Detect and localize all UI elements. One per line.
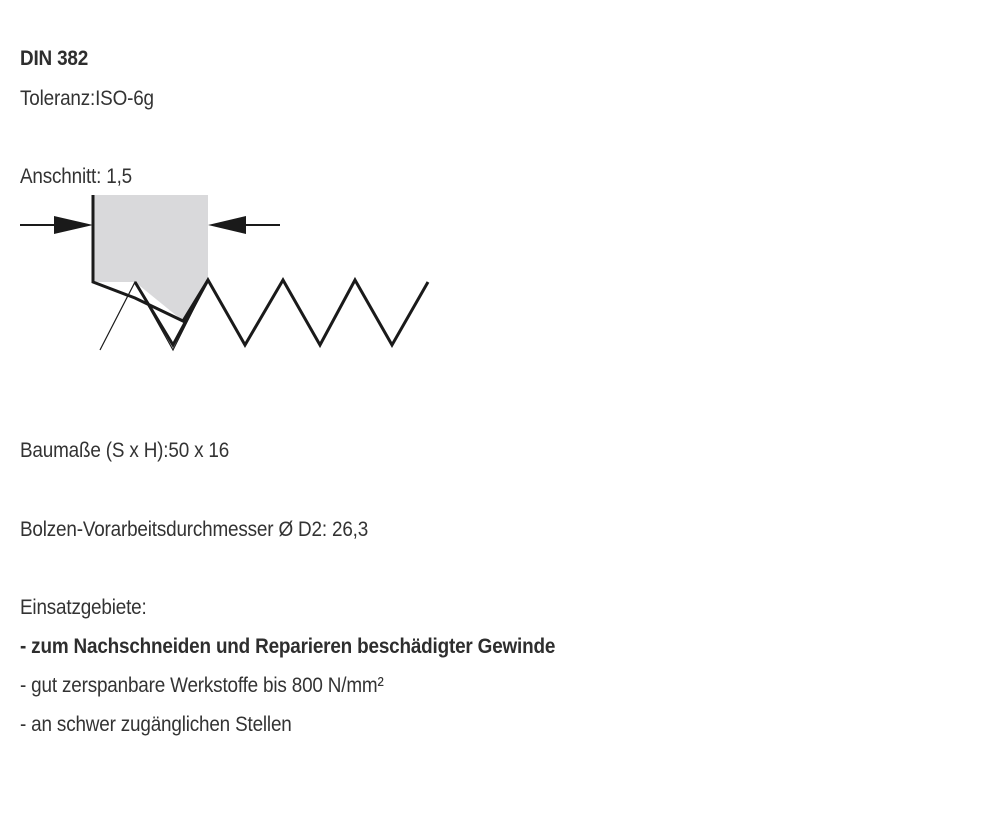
application-item: - gut zerspanbare Werkstoffe bis 800 N/mm²	[20, 674, 384, 697]
left-arrowhead	[54, 216, 93, 234]
right-arrowhead	[208, 216, 246, 234]
chamfer-diagram	[0, 180, 460, 360]
bolt-diameter-text: Bolzen-Vorarbeitsdurchmesser Ø D2: 26,3	[20, 518, 369, 541]
chamfer-region	[93, 195, 208, 321]
applications-heading: Einsatzgebiete:	[20, 596, 147, 619]
application-item: - zum Nachschneiden und Reparieren beschädigter Gewinde	[20, 635, 556, 658]
dimensions-text: Baumaße (S x H):50 x 16	[20, 439, 230, 462]
application-item: - an schwer zugänglichen Stellen	[20, 713, 292, 736]
standard-title: DIN 382	[20, 47, 89, 70]
tolerance-text: Toleranz:ISO-6g	[20, 87, 154, 110]
chamfer-text: Anschnitt: 1,5	[20, 165, 133, 188]
